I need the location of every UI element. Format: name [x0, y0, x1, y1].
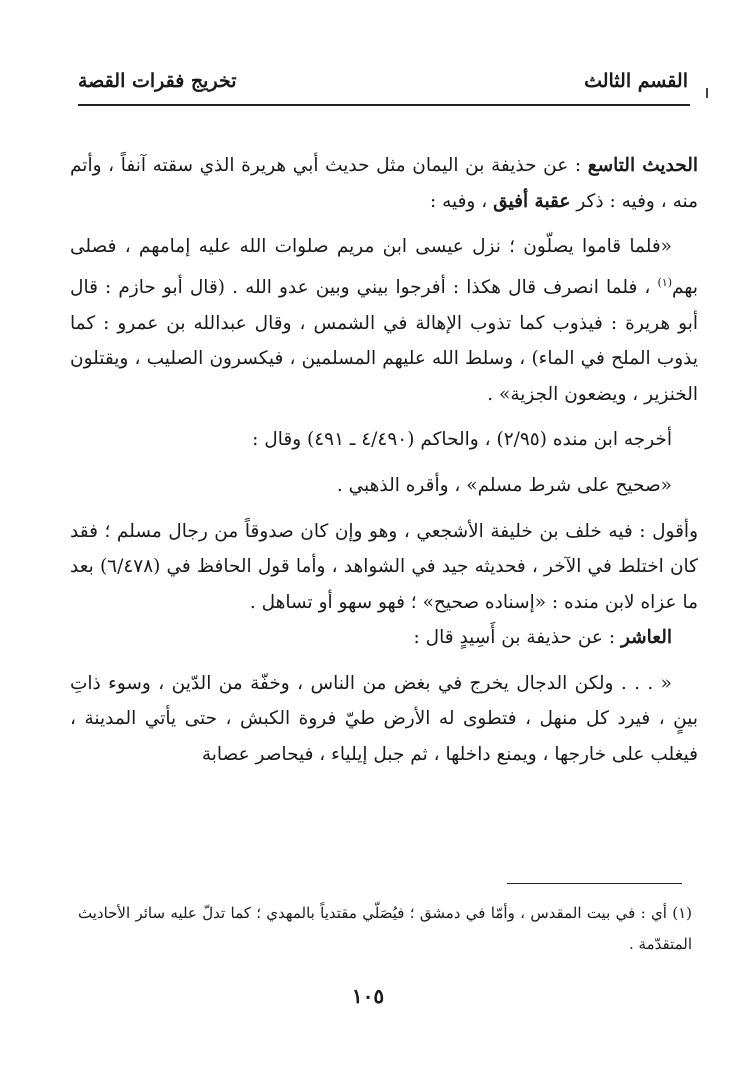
place-name: عقبة أفيق	[493, 190, 571, 212]
footnote-rule	[507, 883, 682, 884]
paragraph-text: ، وفيه :	[429, 190, 488, 212]
header-rule	[78, 104, 690, 106]
margin-mark	[706, 88, 708, 98]
footnote-marker: (١)	[657, 275, 672, 289]
hadith-9-heading: الحديث التاسع	[587, 155, 698, 176]
footnote: (١) أي : في بيت المقدس ، وأمّا في دمشق ؛ فيُصَلّي مقتدياً بالمهدي ؛ كما تدلّ عليه سائر الأحاديث المتقدّمة .	[78, 904, 692, 953]
paragraph-hadith-10	[70, 620, 698, 656]
paragraph-quote-2: « . . . ولكن الدجال يخرج في بغض من الناس ، وخفّة من الدّين ، وسوء ذاتِ بينٍ ، فيرد كل منهل ، فتطوى له الأرض طيّ فروة الكبش ، حتى يأتي المدينة ، فيغلب على خارجها ، ويمنع داخلها ، ثم جبل إيلياء ، فيحاصر عصابة	[70, 672, 698, 766]
paragraph-text: : عن حذيفة بن اليمان مثل حديث أبي هريرة الذي سقته آنفاً ، وأتم منه ، وفيه : ذكر	[70, 155, 698, 212]
paragraph-text: : عن حذيفة بن أَسِيدٍ قال :	[413, 627, 616, 649]
paragraph-quote-1	[70, 229, 698, 412]
paragraph-text: «فلما قاموا يصلّون ؛ نزل عيسى ابن مريم صلوات الله عليه إمامهم ، فصلى بهم	[70, 236, 698, 298]
page-number: ١٠٥	[351, 984, 385, 1008]
header-section-title: القسم الثالث	[584, 70, 688, 92]
header-chapter-title: تخريج فقرات القصة	[78, 70, 237, 92]
running-header	[78, 70, 688, 100]
paragraph-grading: «صحيح على شرط مسلم» ، وأقره الذهبي .	[336, 474, 672, 496]
paragraph-comment: وأقول : فيه خلف بن خليفة الأشجعي ، وهو وإن كان صدوقاً من رجال مسلم ؛ فقد كان اختلط في الآخر ، فحديثه جيد في الشواهد ، وأما قول الحافظ في (٦/٤٧٨) بعد ما عزاه لابن منده : «إسناده صحيح» ؛ فهو سهو أو تساهل .	[70, 520, 698, 613]
paragraph-takhrij: أخرجه ابن منده (٢/٩٥) ، والحاكم (٤/٤٩٠ ـ ٤٩١) وقال :	[252, 429, 672, 451]
hadith-10-heading: العاشر	[620, 627, 672, 649]
paragraph-hadith-9	[70, 148, 698, 219]
main-text	[70, 148, 698, 773]
paragraph-text: ، فلما انصرف قال هكذا : أفرجوا بيني وبين عدو الله . (قال أبو حازم : قال أبو هريرة : فيذوب كما تذوب الإهالة في الشمس ، وقال عبدالله بن عمرو : كما يذوب الملح في الماء) ، وسلط الله عليهم المسلمين ، فيكسرون الصليب ، ويقتلون الخنزير ، ويضعون الجزية» .	[70, 276, 698, 405]
